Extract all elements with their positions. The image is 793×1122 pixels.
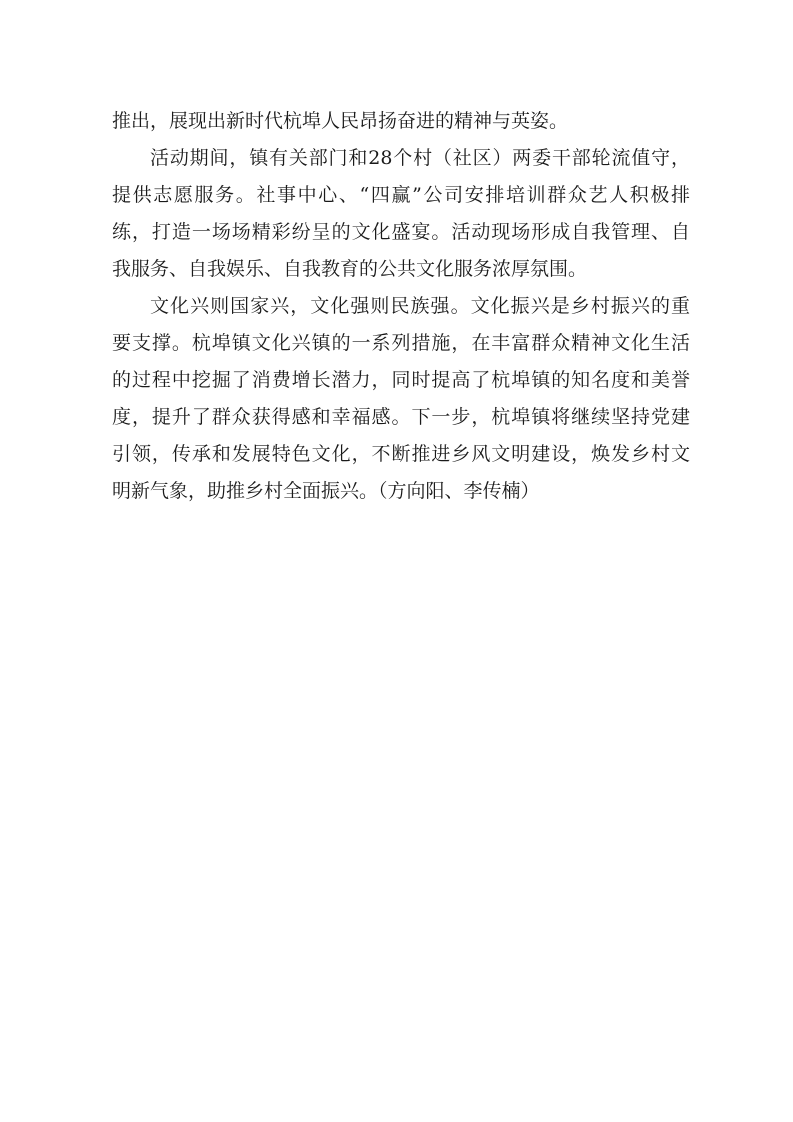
text-line: 提供志愿服务。社事中心、“四赢”公司安排培训群众艺人积极排 xyxy=(112,184,690,206)
paragraph-1 xyxy=(112,103,690,140)
paragraph-3 xyxy=(112,288,690,510)
text-line: 推出，展现出新时代杭埠人民昂扬奋进的精神与英姿。 xyxy=(112,110,569,132)
text-line: 要支撑。杭埠镇文化兴镇的一系列措施，在丰富群众精神文化生活 xyxy=(112,332,690,354)
text-line: 我服务、自我娱乐、自我教育的公共文化服务浓厚氛围。 xyxy=(112,258,588,280)
text-line: 活动期间，镇有关部门和28个村（社区）两委干部轮流值守， xyxy=(150,147,690,169)
text-line: 练，打造一场场精彩纷呈的文化盛宴。活动现场形成自我管理、自 xyxy=(112,221,690,243)
document-body xyxy=(112,103,690,510)
text-line: 文化兴则国家兴，文化强则民族强。文化振兴是乡村振兴的重 xyxy=(150,295,690,317)
text-line: 度，提升了群众获得感和幸福感。下一步，杭埠镇将继续坚持党建 xyxy=(112,406,690,428)
text-line: 的过程中挖掘了消费增长潜力，同时提高了杭埠镇的知名度和美誉 xyxy=(112,369,690,391)
text-line: 引领，传承和发展特色文化，不断推进乡风文明建设，焕发乡村文 xyxy=(112,443,690,465)
paragraph-2 xyxy=(112,140,690,288)
text-line: 明新气象，助推乡村全面振兴。（方向阳、李传楠） xyxy=(112,480,540,502)
